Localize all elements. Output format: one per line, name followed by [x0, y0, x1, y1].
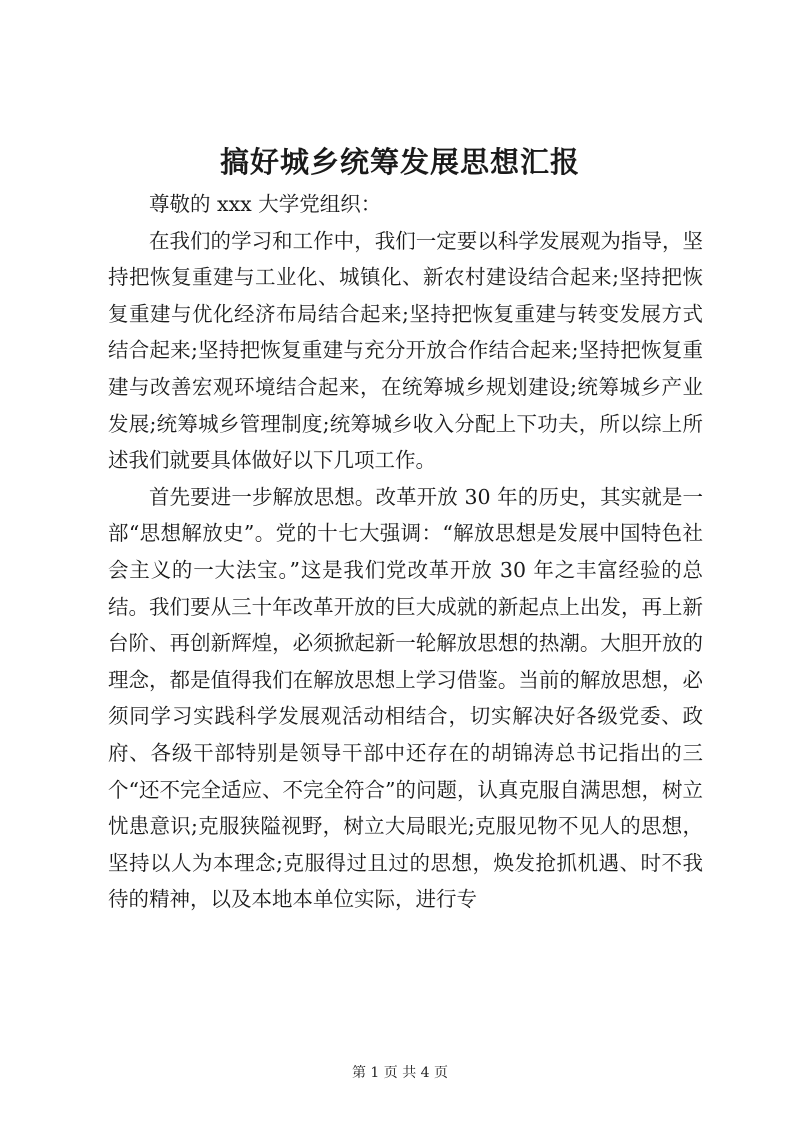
body-paragraph: 首先要进一步解放思想。改革开放 30 年的历史，其实就是一部“思想解放史”。党的十七大强调：“解放思想是发展中国特色社会主义的一大法宝。”这是我们党改革开放 30 年之丰富经验的总结。我们要从三十年改革开放的巨大成就的新起点上出发，再上新台阶、再创新辉煌，必须掀起新一轮解放思想的热潮。大胆开放的理念，都是值得我们在解放思想上学习借鉴。当前的解放思想，必须同学习实践科学发展观活动相结合，切实解决好各级党委、政府、各级干部特别是领导干部中还存在的胡锦涛总书记指出的三个“还不完全适应、不完全符合”的问题，认真克服自满思想，树立忧患意识;克服狭隘视野，树立大局眼光;克服见物不见人的思想，坚持以人为本理念;克服得过且过的思想，焕发抢抓机遇、时不我待的精神，以及本地本单位实际，进行专 — [108, 484, 703, 912]
page-footer: 第 1 页 共 4 页 — [351, 1065, 449, 1081]
body-paragraph: 在我们的学习和工作中，我们一定要以科学发展观为指导，坚持把恢复重建与工业化、城镇化、新农村建设结合起来;坚持把恢复重建与优化经济布局结合起来;坚持把恢复重建与转变发展方式结合起来;坚持把恢复重建与充分开放合作结合起来;坚持把恢复重建与改善宏观环境结合起来，在统筹城乡规划建设;统筹城乡产业发展;统筹城乡管理制度;统筹城乡收入分配上下功夫，所以综上所述我们就要具体做好以下几项工作。 — [108, 228, 703, 473]
salutation: 尊敬的 xxx 大学党组织： — [149, 192, 382, 216]
document-body — [108, 186, 703, 918]
document-title: 搞好城乡统筹发展思想汇报 — [219, 145, 580, 179]
